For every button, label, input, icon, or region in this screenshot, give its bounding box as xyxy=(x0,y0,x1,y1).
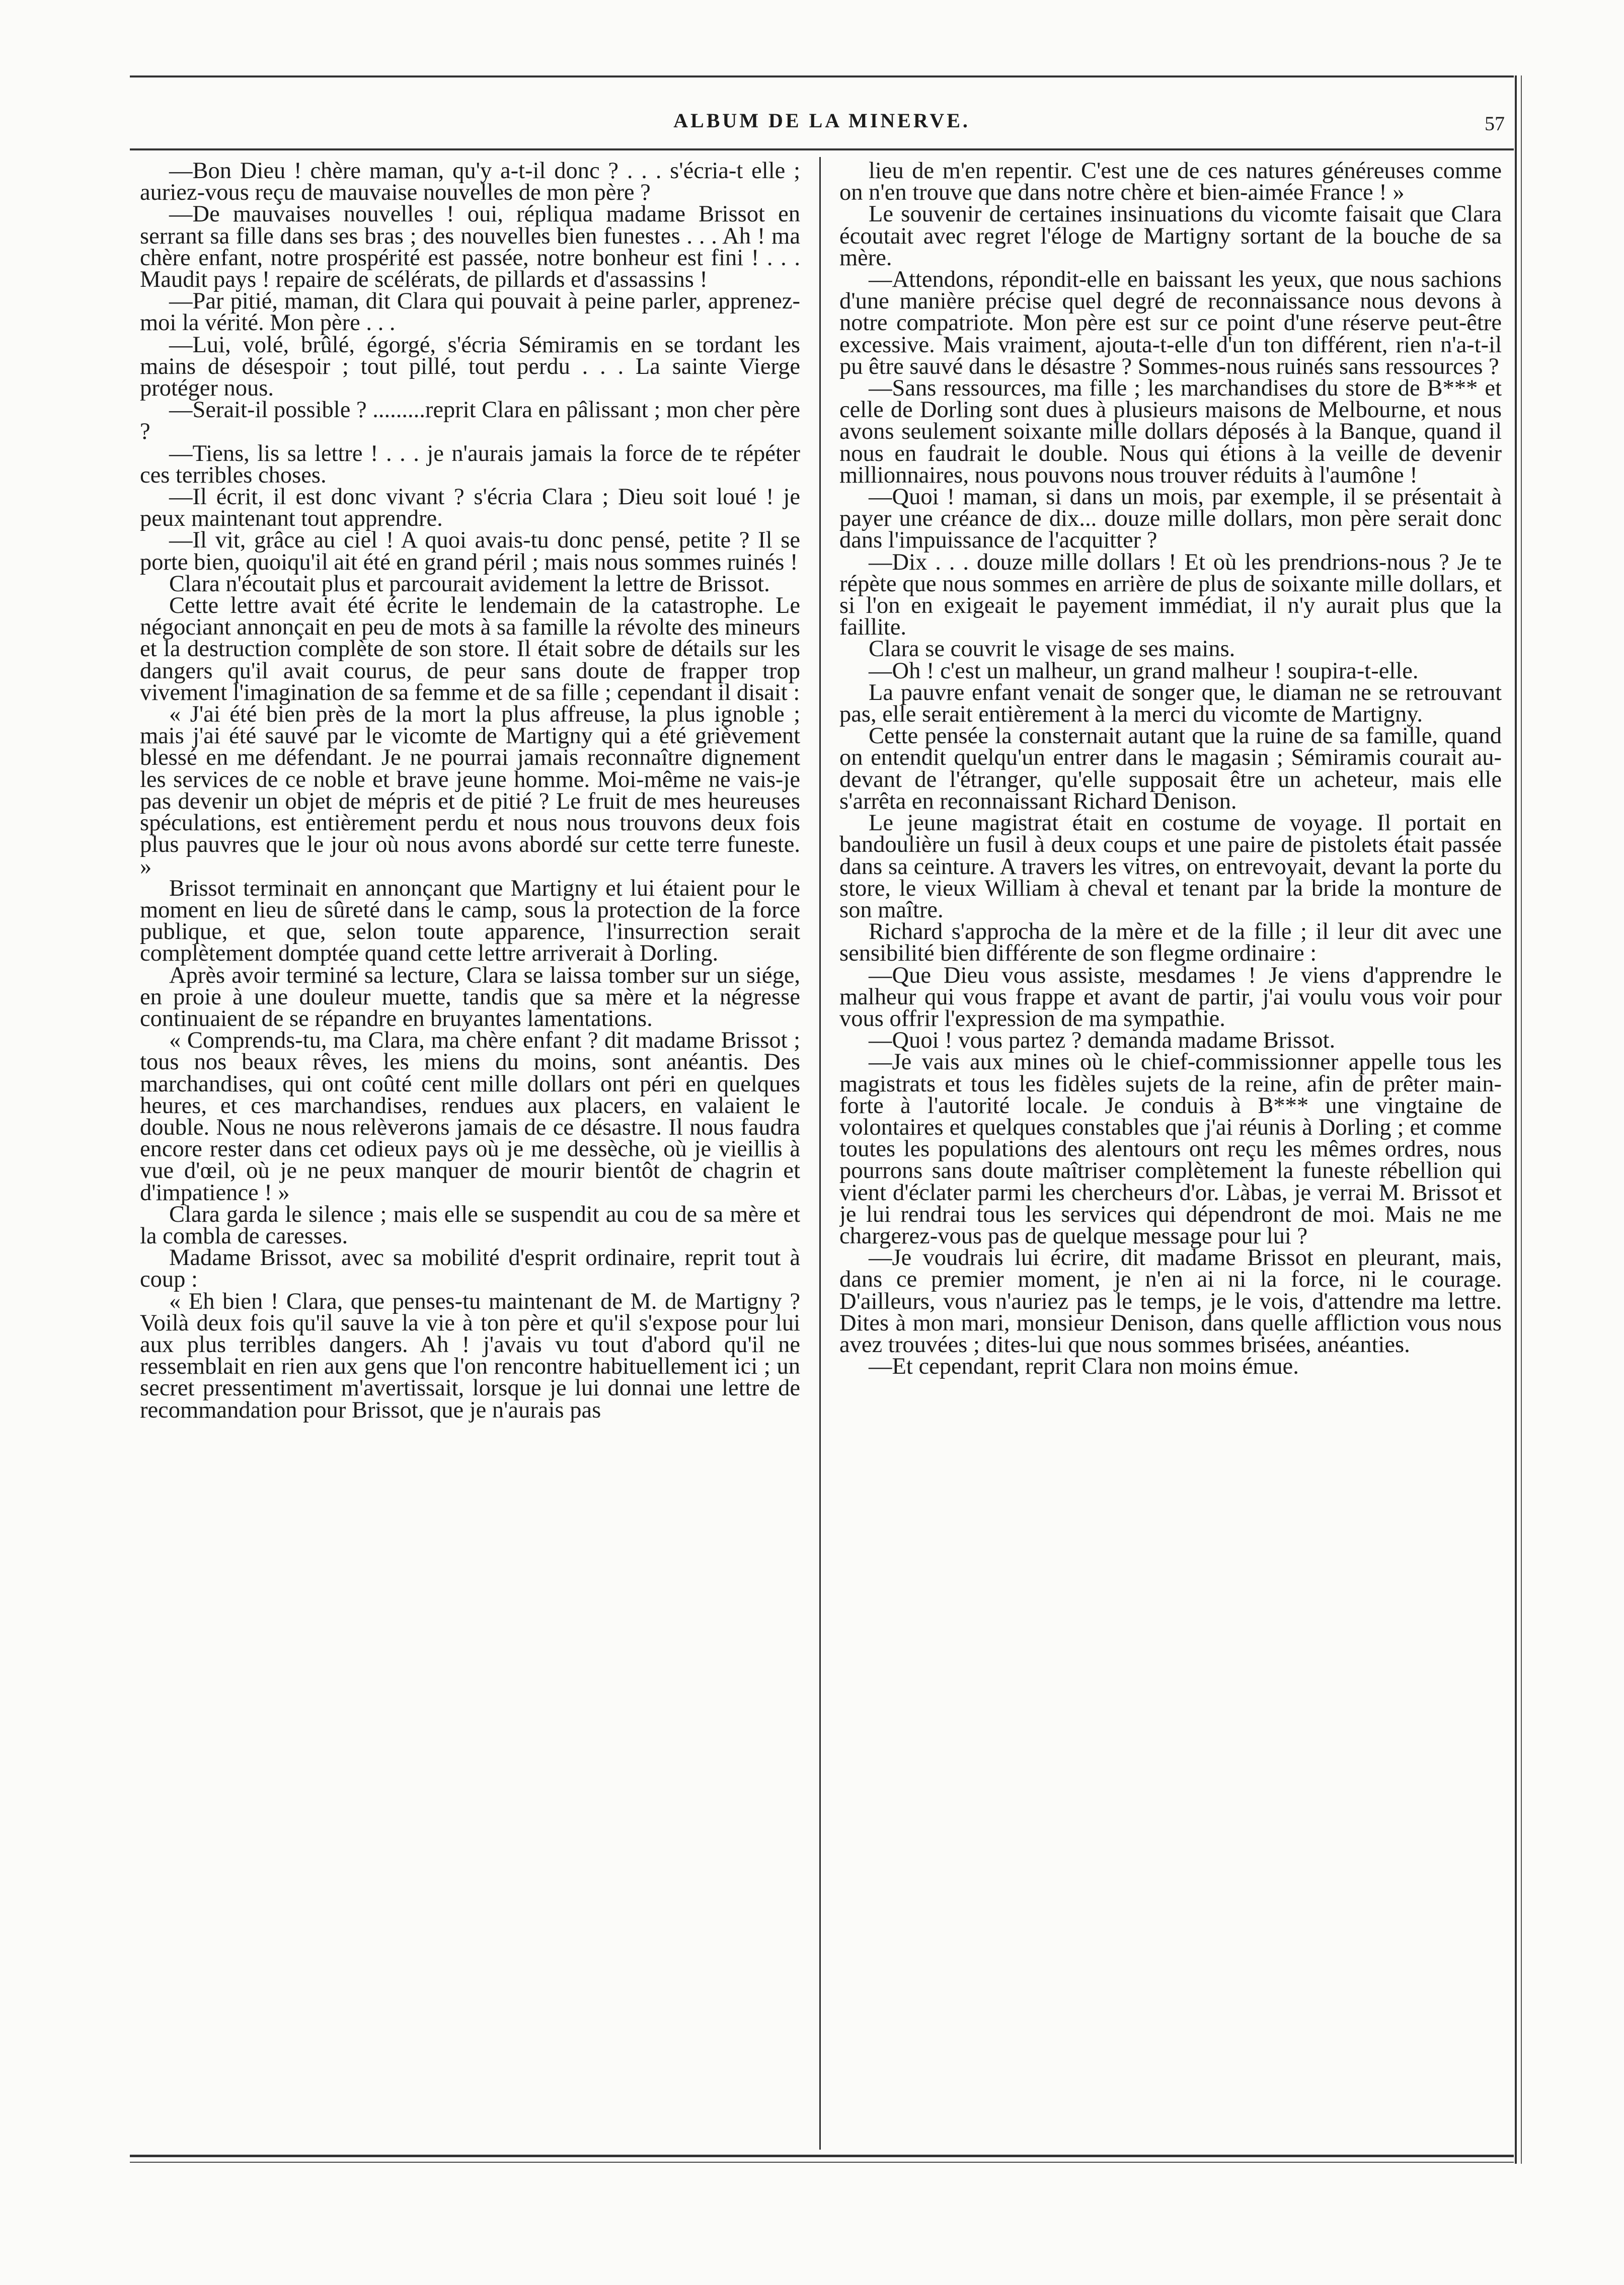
paragraph: —Sans ressources, ma fille ; les marchandises du store de B*** et celle de Dorling sont dues à plusieurs maisons de Melbourne, et nous avons seulement soixante mille dollars déposés à la Banque, quand il nous en faudrait le double. Nous qui étions à la veille de devenir millionnaires, nous pouvons nous trouver réduits à l'aumône ! xyxy=(839,375,1502,488)
paragraph: —Oh ! c'est un malheur, un grand malheur ! soupira-t-elle. xyxy=(869,658,1419,684)
paragraph: —Et cependant, reprit Clara non moins émue. xyxy=(869,1354,1299,1380)
paragraph: —Il vit, grâce au ciel ! A quoi avais-tu donc pensé, petite ? Il se porte bien, quoiqu'il ait été en grand péril ; mais nous sommes ruinés ! xyxy=(140,527,800,575)
paragraph: lieu de m'en repentir. C'est une de ces natures généreuses comme on n'en trouve que dans notre chère et bien-aimée France ! » xyxy=(839,160,1502,206)
right-border-rule xyxy=(1515,75,1517,2164)
paragraph: « J'ai été bien près de la mort la plus affreuse, la plus ignoble ; mais j'ai été sauvé par le vicomte de Martigny qui a été grièvement blessé en me défendant. Je ne pourrai jamais reconnaître dignement les services de ce noble et brave jeune homme. Moi-même ne vais-je pas devenir un objet de mépris et de pitié ? Le fruit de mes heureuses spéculations, est entièrement perdu et nous nous trouvons deux fois plus pauvres que le jour où nous avons abordé sur cette terre funeste. » xyxy=(140,701,800,880)
paragraph: « Comprends-tu, ma Clara, ma chère enfant ? dit madame Brissot ; tous nos beaux rêves, les miens du moins, sont anéantis. Des marchandises, qui ont coûté cent mille dollars ont péri en quelques heures, et ces marchandises, rendues aux placers, en valaient le double. Nous ne nous relèverons jamais de ce désastre. Il nous faudra encore rester dans cet odieux pays où je me dessèche, où je vieillis à vue d'œil, où je ne peux manquer de mourir bientôt de chagrin et d'impatience ! » xyxy=(140,1028,800,1206)
paragraph: Clara garda le silence ; mais elle se suspendit au cou de sa mère et la combla de caresses. xyxy=(140,1201,800,1249)
paragraph: Madame Brissot, avec sa mobilité d'esprit ordinaire, reprit tout à coup : xyxy=(140,1245,800,1293)
bottom-border-inner-rule xyxy=(130,2162,1514,2163)
paragraph: Après avoir terminé sa lecture, Clara se laissa tomber sur un siége, en proie à une douleur muette, tandis que sa mère et la négresse continuaient de se répandre en bruyantes lamentations. xyxy=(140,962,800,1032)
paragraph: Cette lettre avait été écrite le lendemain de la catastrophe. Le négociant annonçait en peu de mots à sa famille la révolte des mineurs et la destruction complète de son store. Il était sobre de détails sur les dangers qu'il avait courus, de peur sans doute de frapper trop vivement l'imagination de sa femme et de sa fille ; cependant il disait : xyxy=(140,593,800,705)
bottom-border-rule xyxy=(130,2155,1514,2157)
paragraph: —De mauvaises nouvelles ! oui, répliqua madame Brissot en serrant sa fille dans ses bras ; des nouvelles bien funestes . . . Ah ! ma chère enfant, notre prospérité est passée, notre bonheur est fini ! . . . Maudit pays ! repaire de scélérats, de pillards et d'assassins ! xyxy=(140,201,800,293)
page-number: 57 xyxy=(1485,112,1505,135)
paragraph: —Serait-il possible ? .........reprit Clara en pâlissant ; mon cher père ? xyxy=(140,397,800,445)
paragraph: Richard s'approcha de la mère et de la fille ; il leur dit avec une sensibilité bien différente de son flegme ordinaire : xyxy=(839,919,1502,967)
paragraph: Cette pensée la consternait autant que la ruine de sa famille, quand on entendit quelqu'un entrer dans le magasin ; Sémiramis courait au-devant de l'étranger, qu'elle supposait être un acheteur, mais elle s'arrêta en reconnaissant Richard Denison. xyxy=(839,723,1502,814)
paragraph: —Dix . . . douze mille dollars ! Et où les prendrions-nous ? Je te répète que nous sommes en arrière de plus de soixante mille dollars, et si l'on en exigeait le payement immédiat, il n'y aurait plus que la faillite. xyxy=(839,549,1502,641)
left-column xyxy=(140,160,800,2148)
paragraph: Clara n'écoutait plus et parcourait avidement la lettre de Brissot. xyxy=(169,571,770,597)
paragraph: Clara se couvrit le visage de ses mains. xyxy=(869,636,1235,662)
right-column xyxy=(839,160,1502,2148)
paragraph: —Je voudrais lui écrire, dit madame Brissot en pleurant, mais, dans ce premier moment, je n'en ai ni la force, ni le courage. D'ailleurs, vous n'auriez pas le temps, je le vois, d'attendre ma lettre. Dites à mon mari, monsieur Denison, dans quelle affliction vous nous avez trouvées ; dites-lui que nous sommes brisées, anéanties. xyxy=(839,1245,1502,1358)
paragraph: La pauvre enfant venait de songer que, le diaman ne se retrouvant pas, elle serait entièrement à la merci du vicomte de Martigny. xyxy=(839,679,1502,728)
paragraph: —Par pitié, maman, dit Clara qui pouvait à peine parler, apprenez-moi la vérité. Mon père . . . xyxy=(140,288,800,336)
paragraph: —Il écrit, il est donc vivant ? s'écria Clara ; Dieu soit loué ! je peux maintenant tout apprendre. xyxy=(140,484,800,532)
paragraph: —Lui, volé, brûlé, égorgé, s'écria Sémiramis en se tordant les mains de désespoir ; tout pillé, tout perdu . . . La sainte Vierge protéger nous. xyxy=(140,332,800,402)
paragraph: —Quoi ! vous partez ? demanda madame Brissot. xyxy=(869,1028,1336,1054)
paragraph: Brissot terminait en annonçant que Martigny et lui étaient pour le moment en lieu de sûreté dans le camp, sous la protection de la force publique, et que, selon toute apparence, l'insurrection serait complètement domptée quand cette lettre arriverait à Dorling. xyxy=(140,875,800,967)
paragraph: —Quoi ! maman, si dans un mois, par exemple, il se présentait à payer une créance de dix... douze mille dollars, mon père serait donc dans l'impuissance de l'acquitter ? xyxy=(839,484,1502,554)
paragraph: « Eh bien ! Clara, que penses-tu maintenant de M. de Martigny ? Voilà deux fois qu'il sauve la vie à ton père et qu'il s'expose pour lui aux plus terribles dangers. Ah ! j'avais vu tout d'abord qu'il ne ressemblait en rien aux gens que l'on rencontre habituellement ici ; un secret pressentiment m'avertissait, lorsque je lui donnai une lettre de recommandation pour Brissot, que je n'aurais pas xyxy=(140,1288,800,1423)
column-divider xyxy=(819,157,821,2150)
right-border-inner-rule xyxy=(1521,75,1522,2164)
running-head: ALBUM DE LA MINERVE. xyxy=(673,109,970,132)
header-rule xyxy=(130,148,1514,150)
paragraph: —Attendons, répondit-elle en baissant les yeux, que nous sachions d'une manière précise quel degré de reconnaissance nous devons à notre compatriote. Mon père est sur ce point d'une réserve peut-être excessive. Mais vraiment, ajouta-t-elle d'un ton différent, rien n'a-t-il pu être sauvé dans le désastre ? Sommes-nous ruinés sans ressources ? xyxy=(839,267,1502,379)
paragraph: —Je vais aux mines où le chief-commissionner appelle tous les magistrats et tous les fidèles sujets de la reine, afin de prêter main-forte à l'autorité locale. Je conduis à B*** une vingtaine de volontaires et quelques constables que j'ai réunis à Dorling ; et comme toutes les populations des alentours ont reçu les mêmes ordres, nous pourrons sans doute maîtriser complètement la funeste rébellion qui vient d'éclater parmi les chercheurs d'or. Làbas, je verrai M. Brissot et je lui rendrai tous les services qui dépendront de moi. Mais ne me chargerez-vous pas de quelque message pour lui ? xyxy=(839,1049,1502,1249)
top-border-rule xyxy=(130,75,1514,77)
paragraph: —Bon Dieu ! chère maman, qu'y a-t-il donc ? . . . s'écria-t elle ; auriez-vous reçu de mauvaise nouvelles de mon père ? xyxy=(140,160,800,206)
paragraph: Le jeune magistrat était en costume de voyage. Il portait en bandoulière un fusil à deux coups et une paire de pistolets était passée dans sa ceinture. A travers les vitres, on entrevoyait, devant la porte du store, le vieux William à cheval et tenant par la bride la monture de son maître. xyxy=(839,810,1502,923)
paragraph: Le souvenir de certaines insinuations du vicomte faisait que Clara écoutait avec regret l'éloge de Martigny sortant de la bouche de sa mère. xyxy=(839,201,1502,271)
paragraph: —Que Dieu vous assiste, mesdames ! Je viens d'apprendre le malheur qui vous frappe et avant de partir, j'ai voulu vous voir pour vous offrir l'expression de ma sympathie. xyxy=(839,962,1502,1032)
paragraph: —Tiens, lis sa lettre ! . . . je n'aurais jamais la force de te répéter ces terribles choses. xyxy=(140,440,800,488)
